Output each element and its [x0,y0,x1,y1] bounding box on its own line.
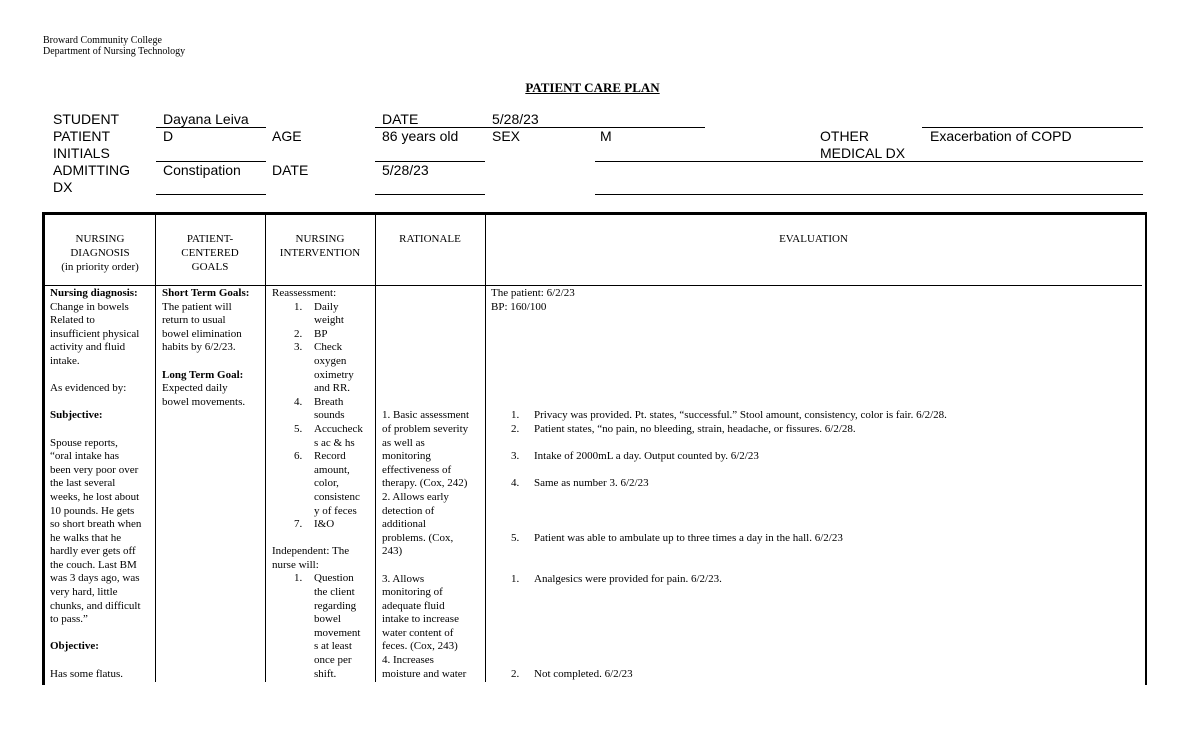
intervention-list: 1. Daily weight 2. BP 3. Check oxygen oximetry and RR. 4. Breath sounds 5. Accucheck s ac & hs 6. Record amount, color, consistenc y of feces 7. I&O Independent: The nurse will: 1. Question the client regarding bowel movement s at least once per shift. [272,300,363,680]
header-evaluation: EVALUATION [779,233,848,245]
short-term-heading: Short Term Goals: [162,287,250,299]
admit-date-value: 5/28/23 [382,162,429,178]
eval-item-1: 1. Privacy was provided. Pt. states, “successful.” Stool amount, consistency, color is fair. 6/2/28. [511,409,947,422]
patient-initials-label-2: INITIALS [53,145,110,161]
other-dx-underline [595,161,1143,162]
patient-initials-value: D [163,128,174,144]
admitting-underline [156,194,266,195]
rationale-cell: 1. Basic assessment of problem severity as well as monitoring effectiveness of therapy. (Cox, 242) 2. Allows early detection of additional problems. (Cox, 243) 3. Allows monitoring of adequate fluid intake to increase water content of feces. (Cox, 243) 4. Increases moisture and water [382,409,470,680]
goals-cell: Short Term Goals: The patient will return to usual bowel elimination habits by 6/2/23. Long Term Goal: Expected daily bowel movements. [162,287,250,408]
sex-value: M [600,128,612,144]
subjective-heading: Subjective: [50,409,103,422]
date-value: 5/28/23 [492,111,539,127]
diagnosis-cell: Nursing diagnosis: Change in bowels Related to insufficient physical activity and fluid intake. As evidenced by: Subjective: Spouse reports, “oral intake has been very poor over the last several weeks, he lost about 10 pounds. He gets so short breath when he walks that he hardly ever gets off the couch. Last BM was 3 days ago, was very hard, little chunks, and difficult to pass.” Objective: Has some flatus. [50,287,153,681]
eval-item-2: 2. Patient states, “no pain, no bleeding, strain, headache, or fissures. 6/2/28. [511,423,856,435]
sex-label: SEX [492,128,521,144]
long-term-heading: Long Term Goal: [162,368,244,381]
eval-item-4: 4. Same as number 3. 6/2/23 [511,477,649,490]
reassessment-label: Reassessment: [272,287,337,299]
department-name: Department of Nursing Technology [43,46,186,57]
college-name: Broward Community College [43,35,162,46]
eval-item-7: 2. Not completed. 6/2/23 [511,668,633,680]
care-plan-table [42,212,1147,685]
age-label: AGE [272,128,302,144]
student-label: STUDENT [53,111,120,127]
eval-item-3: 3. Intake of 2000mL a day. Output counted by. 6/2/23 [511,450,759,463]
bottom-form-line [595,194,1143,195]
student-value: Dayana Leiva [163,111,249,127]
date-label: DATE [382,111,419,127]
header-rationale: RATIONALE [399,233,461,245]
objective-heading: Objective: [50,640,99,653]
eval-item-5: 5. Patient was able to ambulate up to three times a day in the hall. 6/2/23 [511,531,843,544]
evidenced-by: As evidenced by: [50,382,127,395]
admitting-value: Constipation [163,162,241,178]
admitting-label-2: DX [53,179,73,195]
other-dx-label-2: MEDICAL DX [820,145,906,161]
diagnosis-heading: Nursing diagnosis: [50,287,138,299]
age-value: 86 years old [382,128,459,144]
admitting-label-1: ADMITTING [53,162,130,178]
intervention-cell [272,287,372,301]
header-row-divider [45,285,1142,286]
other-dx-label-1: OTHER [820,128,869,144]
admit-date-label: DATE [272,162,309,178]
page-title: PATIENT CARE PLAN [525,80,660,95]
admit-date-underline [375,194,485,195]
patient-initials-label-1: PATIENT [53,128,111,144]
other-dx-value: Exacerbation of COPD [930,128,1072,144]
header-goals: PATIENT- CENTERED GOALS [181,233,239,273]
header-intervention: NURSING INTERVENTION [279,233,361,259]
evaluation-intro: The patient: 6/2/23 BP: 160/100 [491,287,575,313]
header-diagnosis: NURSING DIAGNOSIS (in priority order) [61,233,139,273]
eval-item-6: 1. Analgesics were provided for pain. 6/2/23. [511,572,722,585]
